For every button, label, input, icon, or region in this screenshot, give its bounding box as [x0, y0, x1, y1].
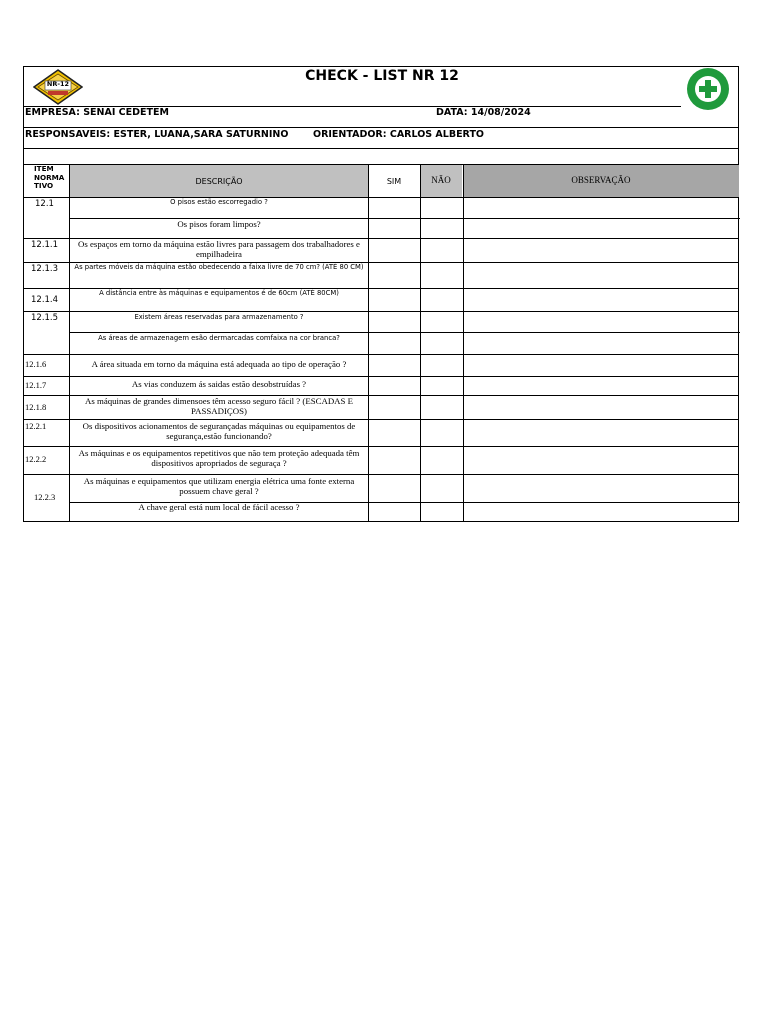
descricao-header: DESCRIÇÃO	[195, 177, 243, 186]
item-number: 12.1.6	[25, 359, 47, 369]
item-number: 12.1.7	[25, 380, 47, 390]
item-description: Os espaços em torno da máquina estão livres para passagem dos trabalhadores e empilhadeira	[78, 239, 360, 259]
orientador-label: ORIENTADOR: CARLOS ALBERTO	[313, 129, 485, 140]
responsaveis-label: RESPONSAVEIS: ESTER, LUANA,SARA SATURNINO	[25, 129, 289, 140]
item-number: 12.2.1	[25, 421, 47, 431]
item-description: As máquinas e os equipamentos repetitivos que não tem proteção adequada têm dispositivos apropriados de seguraça ?	[78, 448, 360, 468]
data-label: DATA: 14/08/2024	[436, 107, 531, 118]
item-number: 12.1.8	[25, 402, 47, 412]
item-number: 12.1	[35, 199, 54, 209]
item-description: Os pisos foram limpos?	[177, 219, 261, 229]
item-description: A área situada em torno da máquina está adequada ao tipo de operação ?	[91, 359, 347, 369]
sim-column-cells[interactable]	[369, 198, 419, 521]
item-number: 12.1.1	[31, 240, 59, 250]
item-description: As partes móveis da máquina estão obedecendo a faixa livre de 70 cm? (ATÉ 80 CM)	[74, 263, 364, 271]
checklist-sheet	[23, 66, 739, 522]
item-description: As áreas de armazenagem esão dermarcadas comfaixa na cor branca?	[98, 334, 340, 342]
item-number: 12.2.2	[25, 454, 47, 464]
item-description: As máquinas de grandes dimensoes têm acesso seguro fácil ? (ESCADAS E PASSADIÇOS)	[85, 396, 353, 416]
nao-column-cells[interactable]	[421, 198, 462, 521]
item-description: Existem áreas reservadas para armazenamento ?	[134, 313, 304, 321]
item-number: 12.1.3	[31, 264, 59, 274]
sim-header: SIM	[386, 177, 402, 186]
item-description: As vias conduzem ás saidas estão desobstruídas ?	[131, 379, 307, 389]
empresa-label: EMPRESA: SENAI CEDETEM	[25, 107, 169, 118]
page-title: CHECK - LIST NR 12	[305, 68, 459, 84]
nr12-logo-text: NR-12	[46, 80, 70, 88]
item-description: O pisos estão escorregadio ?	[170, 198, 268, 206]
observacao-header: OBSERVAÇÃO	[571, 175, 631, 185]
observacao-column-cells[interactable]	[464, 198, 739, 521]
nao-header: NÃO	[431, 175, 451, 185]
item-number: 12.2.3	[34, 492, 56, 502]
item-description: A chave geral está num local de fácil acesso ?	[138, 502, 300, 512]
item-description: A distância entre às máquinas e equipamentos é de 60cm (ATÉ 80CM)	[99, 289, 339, 297]
item-description: As máquinas e equipamentos que utilizam energia elétrica uma fonte externa possuem chave geral ?	[83, 476, 355, 496]
item-normativo-header: ITEM NORMA TIVO	[34, 164, 65, 190]
item-number: 12.1.4	[31, 295, 59, 305]
item-number: 12.1.5	[31, 313, 59, 323]
item-description: Os dispositivos acionamentos de segurançadas máquinas ou equipamentos de segurança,estão funcionando?	[82, 421, 356, 441]
